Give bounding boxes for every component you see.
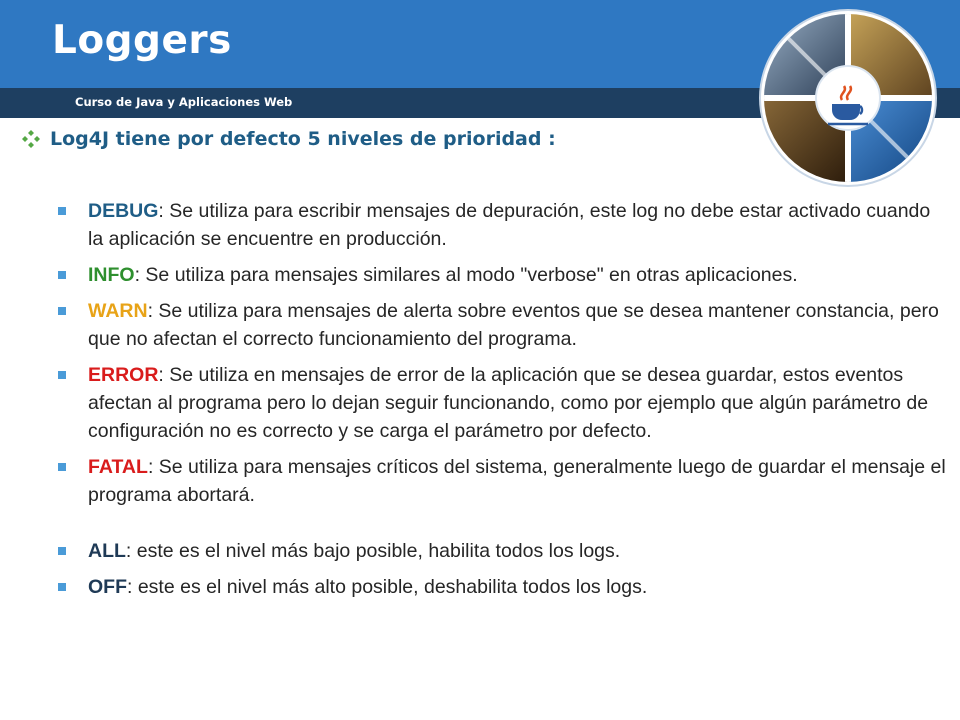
square-bullet-icon [58, 583, 66, 591]
slide-title: Loggers [52, 18, 232, 63]
levels-list [58, 197, 950, 609]
square-bullet-icon [58, 271, 66, 279]
square-bullet-icon [58, 547, 66, 555]
level-description: : Se utiliza para escribir mensajes de depuración, este log no debe estar activado cuando la aplicación se encuentre en producción. [88, 200, 931, 250]
level-description: : este es el nivel más bajo posible, habilita todos los logs. [125, 540, 621, 562]
list-item [58, 261, 950, 289]
level-description: : Se utiliza para mensajes similares al modo "verbose" en otras aplicaciones. [134, 264, 798, 286]
level-description: : este es el nivel más alto posible, deshabilita todos los logs. [127, 576, 648, 598]
level-name: INFO [88, 264, 135, 286]
level-description: : Se utiliza en mensajes de error de la aplicación que se desea guardar, estos eventos afectan al programa pero lo dejan seguir funcionando, como por ejemplo que algún parámetro de configuración no es correcto y se carga el parámetro por defecto. [88, 364, 929, 442]
level-description: : Se utiliza para mensajes críticos del sistema, generalmente luego de guardar el mensaje el programa abortará. [88, 456, 946, 506]
heading-text: Log4J tiene por defecto 5 niveles de prioridad : [50, 128, 556, 150]
level-name: WARN [88, 300, 148, 322]
list-item [58, 453, 950, 509]
diamond-cluster-icon [22, 130, 40, 148]
list-item [58, 361, 950, 445]
level-name: DEBUG [88, 200, 159, 222]
level-name: OFF [88, 576, 127, 598]
list-item [58, 297, 950, 353]
square-bullet-icon [58, 207, 66, 215]
square-bullet-icon [58, 371, 66, 379]
list-item [58, 537, 950, 565]
slide-subtitle: Curso de Java y Aplicaciones Web [75, 95, 293, 109]
level-name: ERROR [88, 364, 159, 386]
java-logo-icon [758, 8, 938, 188]
slide-heading [22, 128, 556, 150]
square-bullet-icon [58, 463, 66, 471]
list-item [58, 573, 950, 601]
square-bullet-icon [58, 307, 66, 315]
level-name: FATAL [88, 456, 148, 478]
list-item [58, 197, 950, 253]
level-description: : Se utiliza para mensajes de alerta sobre eventos que se desea mantener constancia, pero que no afectan el correcto funcionamiento del programa. [88, 300, 939, 350]
level-name: ALL [88, 540, 126, 562]
